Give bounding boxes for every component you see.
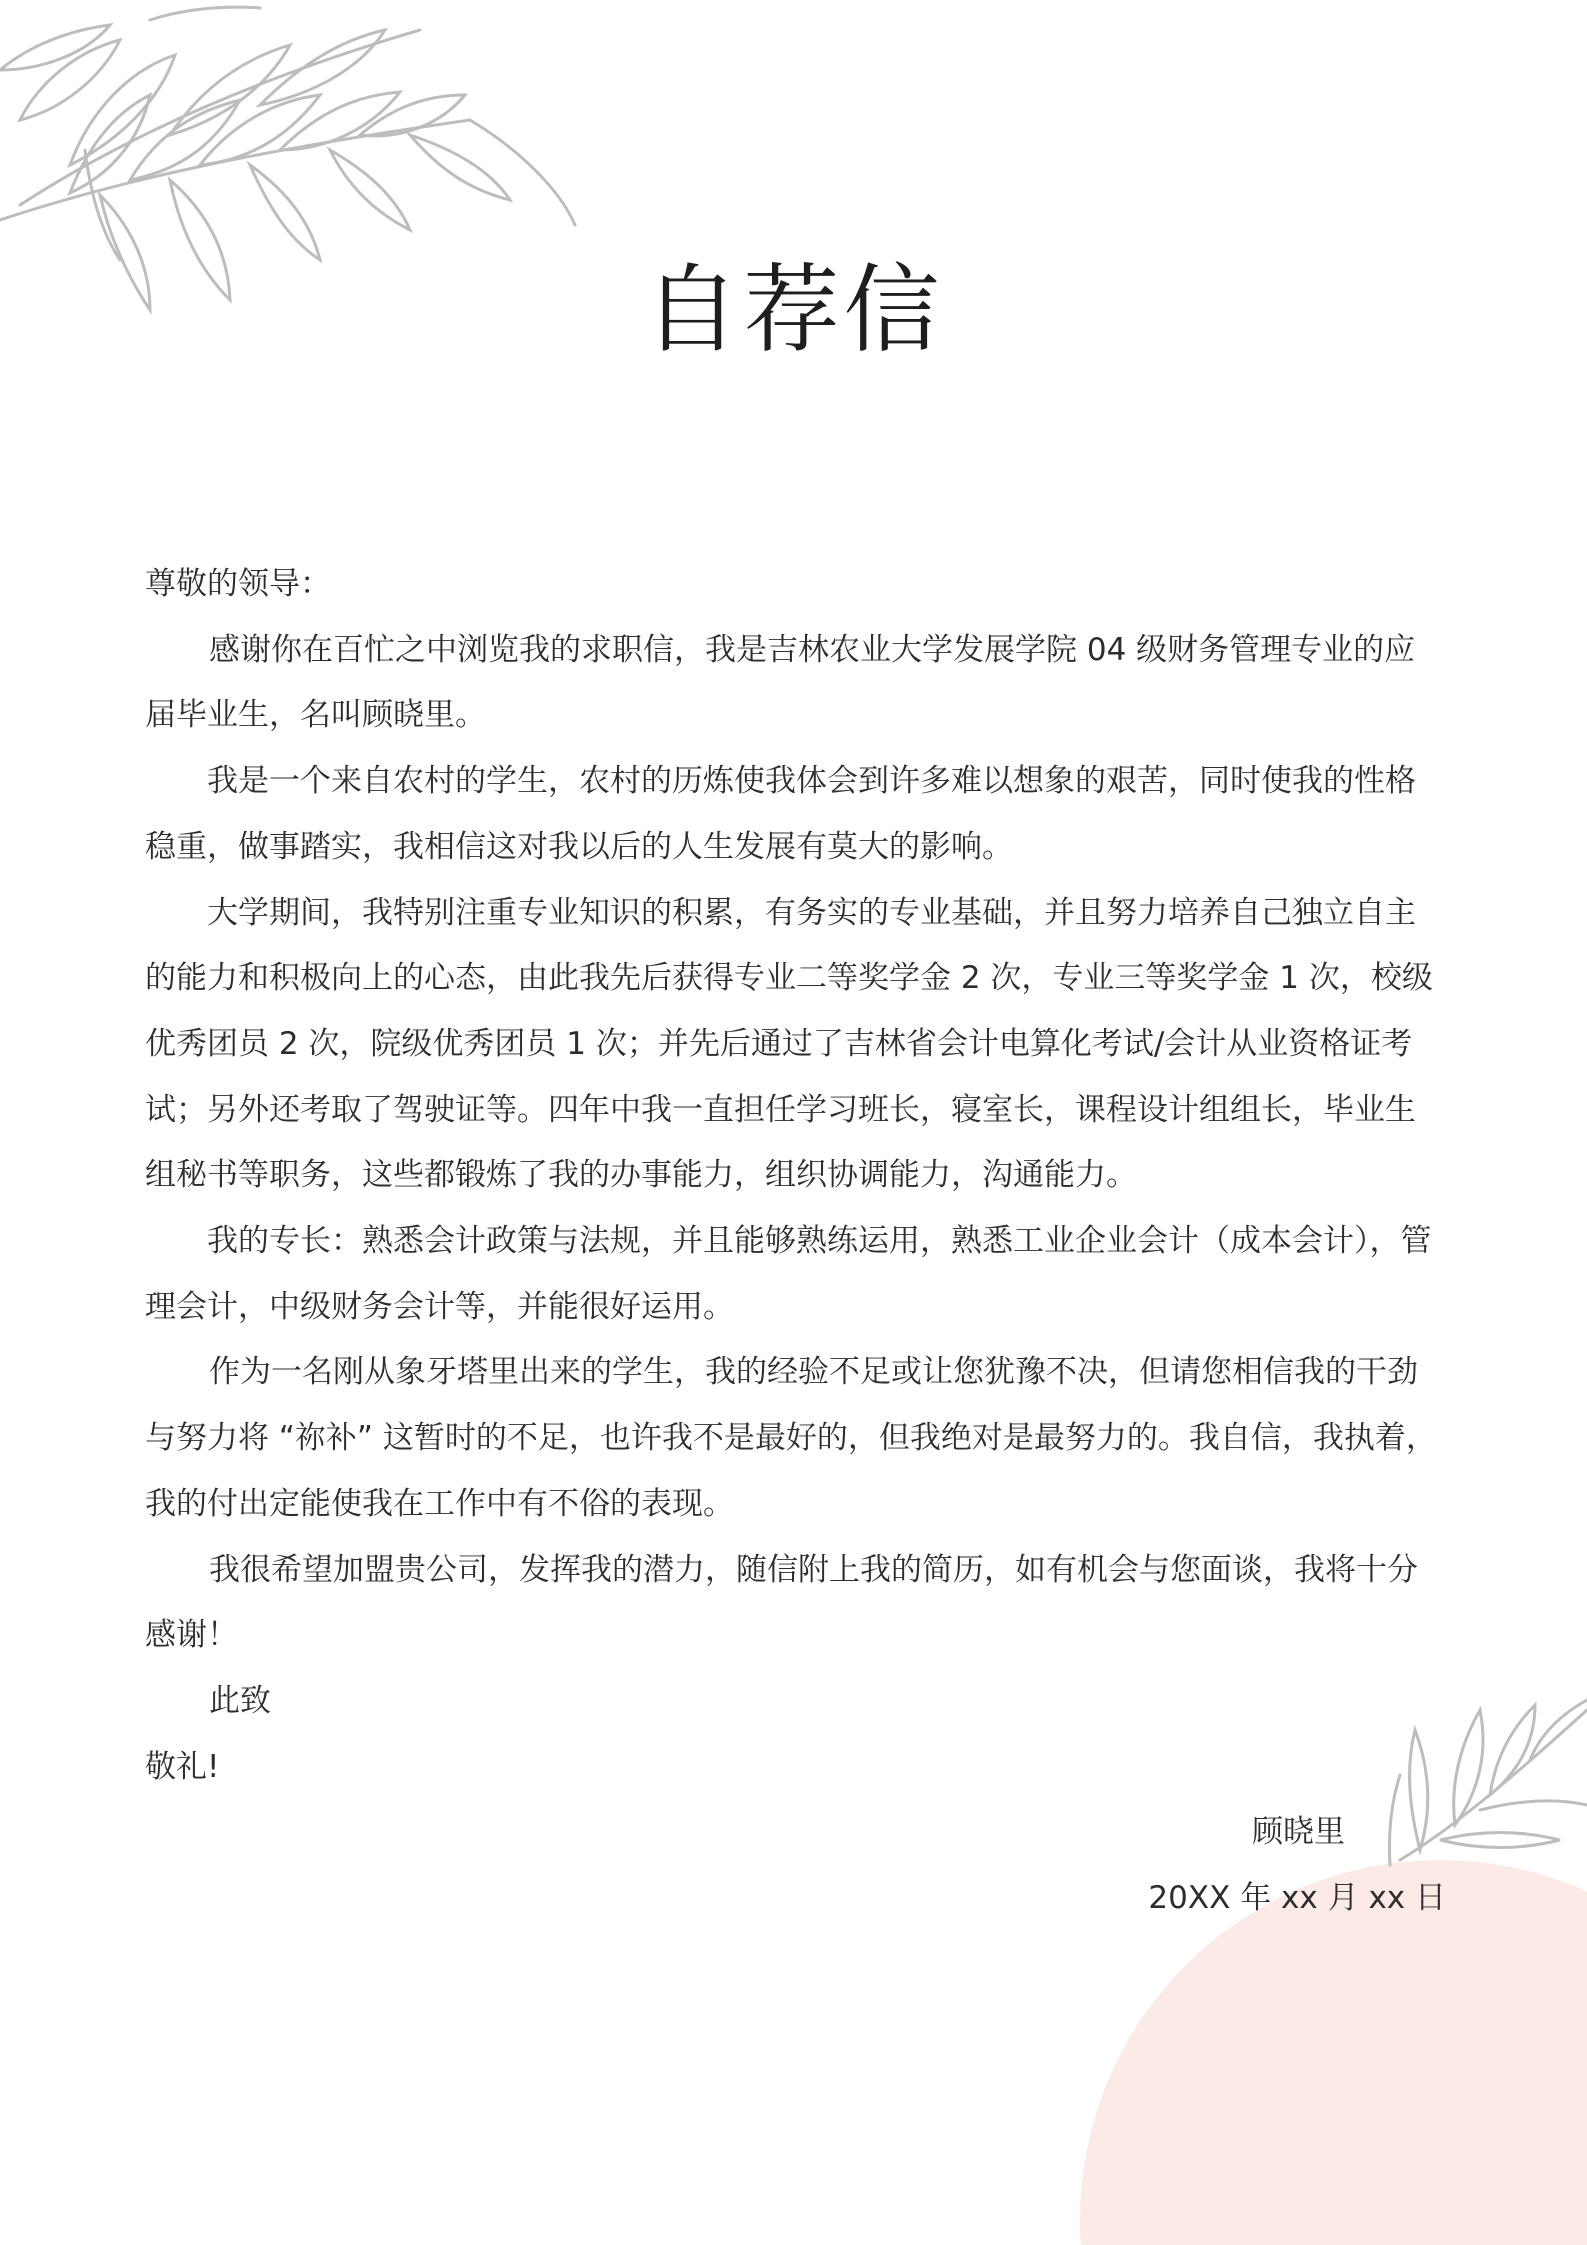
letter-greeting: 尊敬的领导： [145, 566, 331, 602]
page-title: 自荐信 [643, 254, 944, 366]
letter-paragraph: 我的专长：熟悉会计政策与法规，并且能够熟练运用，熟悉工业企业会计（成本会计），管理会计，中级财务会计等，并能很好运用。 [145, 1223, 1432, 1325]
letter-paragraph: 作为一名刚从象牙塔里出来的学生，我的经验不足或让您犹豫不决，但请您相信我的干劲与努力将 “祢补” 这暂时的不足，也许我不是最好的，但我绝对是最努力的。我自信，我执着，我的付出定能使我在工作中有不俗的表现。 [145, 1354, 1437, 1522]
letter-date: 20XX 年 xx 月 xx 日 [1148, 1880, 1446, 1916]
letter-body [145, 552, 1445, 1800]
letter-paragraph: 感谢你在百忙之中浏览我的求职信，我是吉林农业大学发展学院 04 级财务管理专业的应届毕业生，名叫顾晓里。 [145, 631, 1416, 734]
letter-paragraph: 我是一个来自农村的学生，农村的历炼使我体会到许多难以想象的艰苦，同时使我的性格稳重，做事踏实，我相信这对我以后的人生发展有莫大的影响。 [145, 763, 1416, 865]
letter-salutation: 敬礼! [145, 1748, 220, 1785]
letter-closing: 此致 [209, 1682, 271, 1719]
letter-paragraph: 我很希望加盟贵公司，发挥我的潜力，随信附上我的简历，如有机会与您面谈，我将十分感谢！ [145, 1551, 1418, 1654]
letter-signature: 顾晓里 [1252, 1814, 1345, 1850]
letter-paragraph: 大学期间，我特别注重专业知识的积累，有务实的专业基础，并且努力培养自己独立自主的能力和积极向上的心态，由此我先后获得专业二等奖学金 2 次，专业三等奖学金 1 次，校级优秀团员 2 次，院级优秀团员 1 次；并先后通过了吉林省会计电算化考试/会计从业资格证考试；另外还考取了驾驶证等。四年中我一直担任学习班长，寝室长，课程设计组组长，毕业生组秘书等职务，这些都锻炼了我的办事能力，组织协调能力，沟通能力。 [145, 894, 1433, 1194]
